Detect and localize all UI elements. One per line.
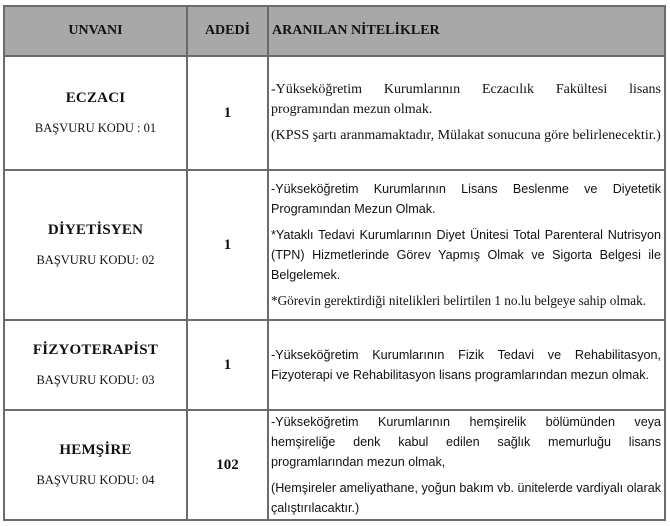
count-cell: 1	[187, 56, 268, 170]
requirements-cell	[268, 56, 665, 170]
count-cell: 102	[187, 410, 268, 520]
requirement-note: (KPSS şartı aranmamaktadır, Mülakat sonucuna göre belirlenecektir.)	[271, 128, 661, 143]
requirement-text: -Yükseköğretim Kurumlarının hemşirelik bölümünden veya hemşireliğe denk kabul edilen sağlık memurluğu lisans programlarından mezun olmak,	[271, 415, 661, 469]
job-requirements-table-container	[3, 5, 664, 521]
unvan-cell	[4, 170, 187, 320]
application-code: BAŞVURU KODU: 04	[36, 473, 155, 487]
requirement-text: -Yükseköğretim Kurumlarının Eczacılık Fakültesi lisans programından mezun olmak.	[271, 82, 661, 117]
header-unvan: UNVANI	[4, 6, 187, 56]
header-nitelikler: ARANILAN NİTELİKLER	[268, 6, 665, 56]
requirement-text: -Yükseköğretim Kurumlarının Fizik Tedavi ve Rehabilitasyon, Fizyoterapi ve Rehabilitasyon lisans programlarından mezun olmak.	[271, 348, 661, 382]
application-code: BAŞVURU KODU: 02	[36, 253, 155, 267]
requirements-cell	[268, 170, 665, 320]
requirements-cell	[268, 410, 665, 520]
table-row	[4, 170, 665, 320]
table-header-row	[4, 6, 665, 56]
unvan-cell	[4, 56, 187, 170]
position-title: DİYETİSYEN	[47, 222, 144, 238]
count-cell: 1	[187, 170, 268, 320]
table-row	[4, 410, 665, 520]
count-cell: 1	[187, 320, 268, 410]
requirement-text: *Yataklı Tedavi Kurumlarının Diyet Ünitesi Total Parenteral Nutrisyon (TPN) Hizmetlerinde Görev Yapmış Olmak ve Sigorta Belgesi ile Belgelemek.	[271, 228, 661, 282]
requirement-note: *Görevin gerektirdiği nitelikleri belirtilen 1 no.lu belgeye sahip olmak.	[271, 293, 647, 308]
requirement-text: -Yükseköğretim Kurumlarının Lisans Beslenme ve Diyetetik Programından Mezun Olmak.	[271, 182, 661, 216]
table-row	[4, 320, 665, 410]
application-code: BAŞVURU KODU: 03	[36, 373, 155, 387]
unvan-cell	[4, 320, 187, 410]
job-requirements-table	[3, 5, 666, 521]
requirement-note: (Hemşireler ameliyathane, yoğun bakım vb. ünitelerde vardiyalı olarak çalıştırılacaktır.)	[271, 481, 661, 515]
unvan-cell	[4, 410, 187, 520]
position-title: ECZACI	[65, 90, 126, 106]
application-code: BAŞVURU KODU : 01	[34, 121, 157, 135]
position-title: FİZYOTERAPİST	[32, 342, 159, 358]
table-row	[4, 56, 665, 170]
position-title: HEMŞİRE	[59, 442, 132, 458]
header-adedi: ADEDİ	[187, 6, 268, 56]
requirements-cell	[268, 320, 665, 410]
